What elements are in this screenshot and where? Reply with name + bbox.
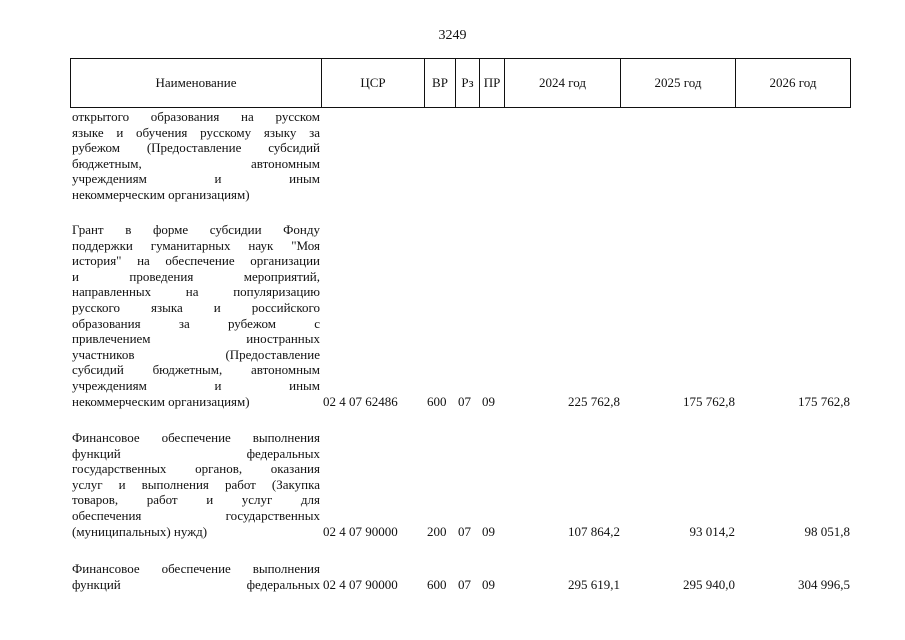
row-csr: 02 4 07 90000 [323, 576, 398, 592]
page-number: 3249 [438, 28, 467, 43]
row-name-line: (муниципальных) нужд) [72, 523, 208, 539]
row-name [72, 222, 320, 409]
row-rz: 07 [458, 523, 471, 539]
row-name-line: обеспечения государственных [72, 507, 320, 523]
row-name-line: поддержки гуманитарных наук "Моя [72, 237, 320, 253]
header-2024: 2024 год [504, 59, 620, 107]
row-name-line: направленных на популяризацию [72, 284, 320, 300]
row-2026: 98 051,8 [804, 523, 850, 539]
row-2026: 175 762,8 [798, 393, 850, 409]
row-csr: 02 4 07 62486 [323, 393, 398, 409]
row-name-line: учреждениям и иным [72, 171, 320, 187]
row-name-line: рубежом (Предоставление субсидий [72, 140, 320, 156]
header-vr: ВР [424, 59, 455, 107]
header-pr: ПР [479, 59, 504, 107]
row-name [72, 561, 320, 592]
row-name-line: учреждениям и иным [72, 377, 320, 393]
header-csr: ЦСР [321, 59, 424, 107]
row-name-line: государственных органов, оказания [72, 461, 320, 477]
row-vr: 200 [427, 523, 447, 539]
row-name-line: открытого образования на русском [72, 109, 320, 124]
row-name-line: русского языка и российского [72, 299, 320, 315]
row-2024: 107 864,2 [568, 523, 620, 539]
row-name [72, 109, 320, 203]
table-header [70, 58, 851, 108]
row-name [72, 430, 320, 539]
row-name-line: функций федеральных [72, 576, 320, 592]
row-name-line: Финансовое обеспечение выполнения [72, 561, 320, 576]
row-name-line: история" на обеспечение организации [72, 253, 320, 269]
row-2024: 225 762,8 [568, 393, 620, 409]
row-name-line: субсидий бюджетным, автономным [72, 362, 320, 378]
row-name-line: привлечением иностранных [72, 331, 320, 347]
row-name-line: функций федеральных [72, 445, 320, 461]
header-name: Наименование [155, 75, 237, 90]
row-pr: 09 [482, 576, 495, 592]
row-rz: 07 [458, 576, 471, 592]
row-vr: 600 [427, 576, 447, 592]
row-name-line: бюджетным, автономным [72, 155, 320, 171]
row-name-line: языке и обучения русскому языку за [72, 124, 320, 140]
row-name-line: участников (Предоставление [72, 346, 320, 362]
row-name-line: и проведения мероприятий, [72, 268, 320, 284]
header-2025: 2025 год [620, 59, 735, 107]
row-pr: 09 [482, 393, 495, 409]
row-2025: 175 762,8 [683, 393, 735, 409]
row-pr: 09 [482, 523, 495, 539]
row-name-line: Грант в форме субсидии Фонду [72, 222, 320, 237]
row-name-line: некоммерческим организациям) [72, 393, 250, 409]
row-2024: 295 619,1 [568, 576, 620, 592]
row-2026: 304 996,5 [798, 576, 850, 592]
row-name-line: некоммерческим организациям) [72, 186, 250, 202]
header-2026: 2026 год [735, 59, 850, 107]
row-rz: 07 [458, 393, 471, 409]
row-name-line: Финансовое обеспечение выполнения [72, 430, 320, 445]
row-2025: 295 940,0 [683, 576, 735, 592]
row-name-line: образования за рубежом с [72, 315, 320, 331]
header-rz: Рз [455, 59, 479, 107]
row-2025: 93 014,2 [689, 523, 735, 539]
row-vr: 600 [427, 393, 447, 409]
row-name-line: товаров, работ и услуг для [72, 492, 320, 508]
row-name-line: услуг и выполнения работ (Закупка [72, 476, 320, 492]
row-csr: 02 4 07 90000 [323, 523, 398, 539]
